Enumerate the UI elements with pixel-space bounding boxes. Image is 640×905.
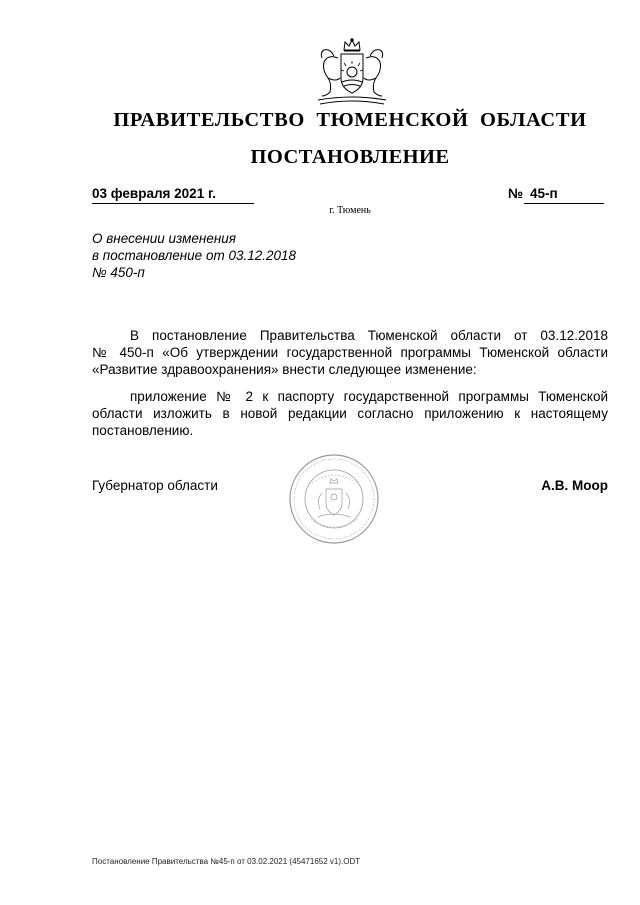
paragraph-2-line-2: области изложить в новой редакции согласно приложению к настоящему [92,406,608,421]
paragraph-1-line-3: «Развитие здравоохранения» внести следующее изменение: [92,362,477,377]
official-seal-stamp [288,453,380,545]
government-title: ПРАВИТЕЛЬСТВО ТЮМЕНСКОЙ ОБЛАСТИ [113,109,587,131]
subject-line-2: в постановление от 03.12.2018 [92,248,297,263]
document-date: 03 февраля 2021 г. [92,186,216,201]
coat-of-arms-emblem [314,38,390,106]
paragraph-2-line-3: постановлению. [92,423,194,438]
paragraph-2-line-1: приложение № 2 к паспорту государственной программы Тюменской [130,389,608,404]
number-underline [524,203,604,204]
document-type-title: ПОСТАНОВЛЕНИЕ [250,146,450,168]
subject-line-3: № 450-п [92,265,145,280]
city-name: г. Тюмень [329,205,371,216]
paragraph-1-line-2: № 450-п «Об утверждении государственной программы Тюменской области [92,345,608,360]
subject-line-1: О внесении изменения [92,231,237,246]
date-underline [92,203,254,204]
number-label: № [508,186,524,201]
signatory-title: Губернатор области [92,478,218,493]
document-footer: Постановление Правительства №45-п от 03.02.2021 (45471652 v1).ODT [92,857,361,866]
paragraph-1-line-1: В постановление Правительства Тюменской области от 03.12.2018 [130,328,608,343]
document-number: 45-п [530,186,558,201]
signatory-name: А.В. Моор [541,478,608,493]
